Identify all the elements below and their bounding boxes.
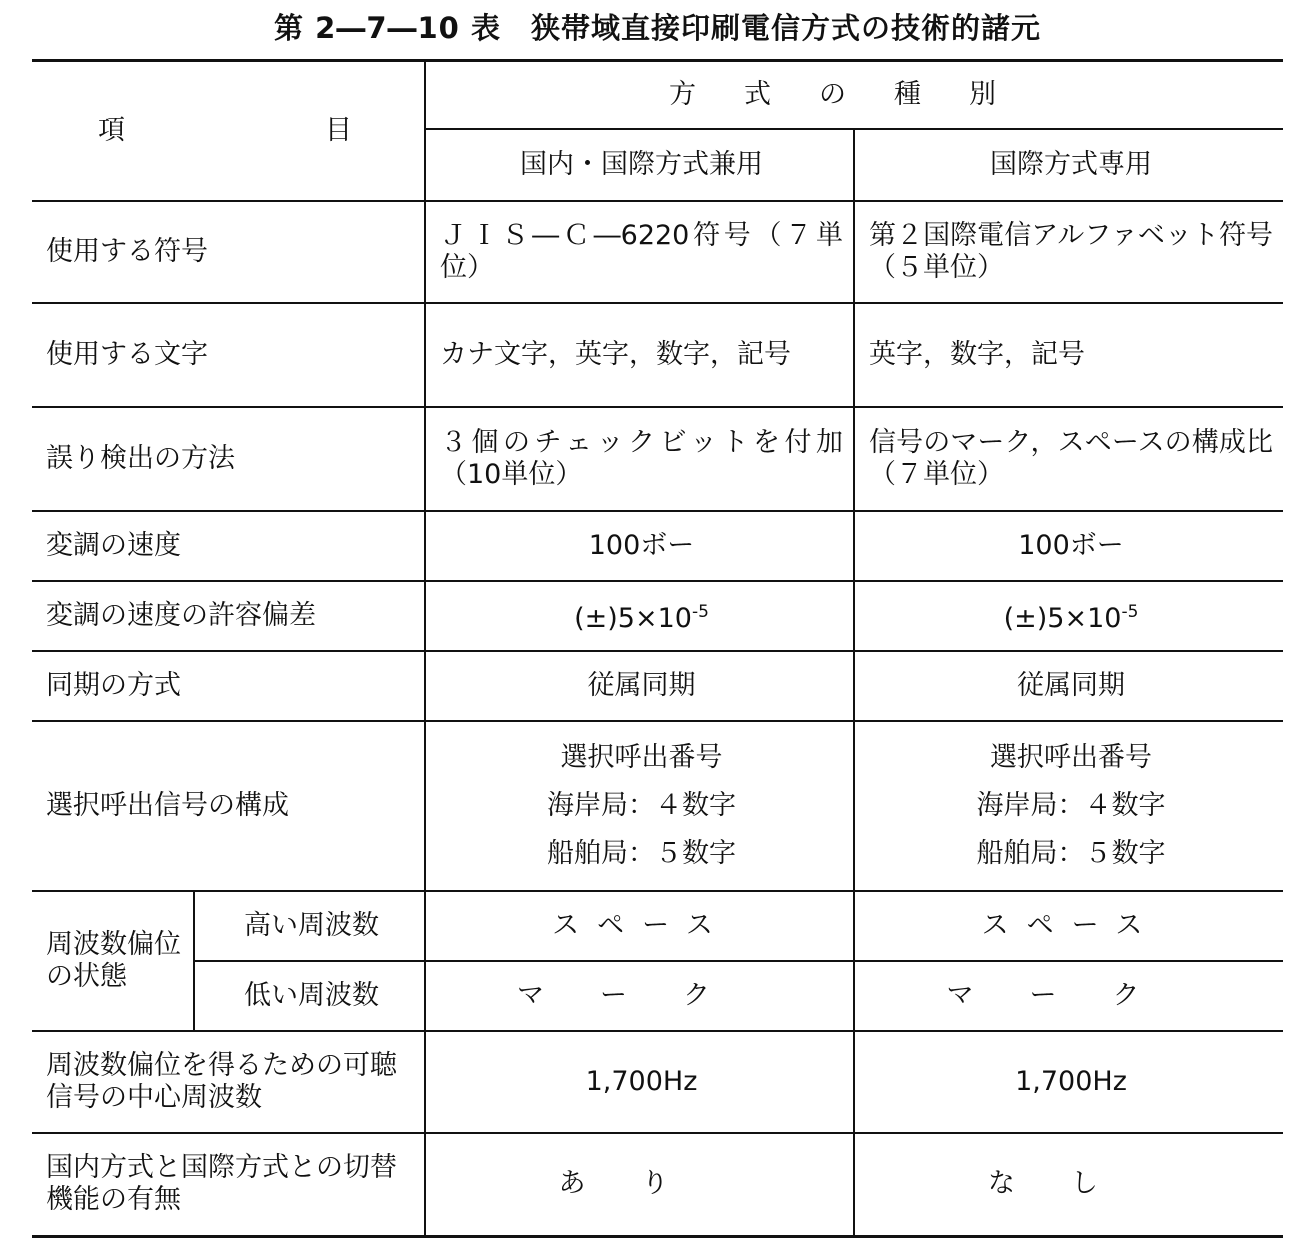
- row-error-col1: ３個のチェックビットを付加（10単位）: [425, 407, 854, 511]
- header-row-kind: [32, 61, 1283, 129]
- row-center: [32, 1031, 1283, 1133]
- header-kind: 方式の種別: [425, 61, 1283, 129]
- selcall-col2-line2: 海岸局：４数字: [976, 789, 1166, 821]
- selcall-col1-line2: 海岸局：４数字: [547, 789, 736, 821]
- row-selcall-col1: [425, 721, 854, 891]
- selcall-col2-line1: 選択呼出番号: [990, 741, 1152, 773]
- row-switch-col1: あり: [425, 1133, 854, 1237]
- row-switch-col2: なし: [854, 1133, 1283, 1237]
- row-tolerance: [32, 581, 1283, 651]
- header-col1: 国内・国際方式兼用: [425, 129, 854, 201]
- row-selcall-col2: [854, 721, 1283, 891]
- row-code-label: 使用する符号: [32, 201, 425, 303]
- row-shift-high-label: 高い周波数: [194, 891, 425, 961]
- row-code-col1: ＪＩＳ―Ｃ―6220符号（７単位）: [425, 201, 854, 303]
- row-code-col2: 第２国際電信アルファベット符号（５単位）: [854, 201, 1283, 303]
- spec-table: [32, 59, 1283, 1238]
- row-shift-low-label: 低い周波数: [194, 961, 425, 1031]
- row-shift-low-col1: マーク: [425, 961, 854, 1031]
- row-error-col2: 信号のマーク，スペースの構成比（７単位）: [854, 407, 1283, 511]
- row-sync: [32, 651, 1283, 721]
- row-shift-high-col1: スペース: [425, 891, 854, 961]
- row-speed-label: 変調の速度: [32, 511, 425, 581]
- header-item-right: 目: [325, 114, 352, 146]
- tolerance-col1-exp: -5: [691, 602, 709, 622]
- selcall-col2-line3: 船舶局：５数字: [976, 837, 1166, 869]
- row-center-col2: 1,700Hz: [854, 1031, 1283, 1133]
- header-item: [32, 61, 425, 201]
- row-shift-low: [32, 961, 1283, 1031]
- row-speed: [32, 511, 1283, 581]
- row-switch: [32, 1133, 1283, 1237]
- row-error-label: 誤り検出の方法: [32, 407, 425, 511]
- row-center-col1: 1,700Hz: [425, 1031, 854, 1133]
- row-shift-high: [32, 891, 1283, 961]
- row-sync-label: 同期の方式: [32, 651, 425, 721]
- row-chars-col1: カナ文字，英字，数字，記号: [425, 303, 854, 407]
- table-title: 第 2―7―10 表 狭帯域直接印刷電信方式の技術的諸元: [274, 11, 1041, 45]
- selcall-col1-line1: 選択呼出番号: [560, 741, 723, 773]
- tolerance-col1-base: (±)5×10: [574, 603, 692, 634]
- row-shift-high-col2: スペース: [854, 891, 1283, 961]
- row-tolerance-label: 変調の速度の許容偏差: [32, 581, 425, 651]
- row-shift-low-col2: マーク: [854, 961, 1283, 1031]
- row-chars-label: 使用する文字: [32, 303, 425, 407]
- row-code: [32, 201, 1283, 303]
- row-sync-col1: 従属同期: [425, 651, 854, 721]
- row-error: [32, 407, 1283, 511]
- tolerance-col2-exp: -5: [1121, 602, 1139, 622]
- row-chars-col2: 英字，数字，記号: [854, 303, 1283, 407]
- row-selcall-label: 選択呼出信号の構成: [32, 721, 425, 891]
- row-chars: [32, 303, 1283, 407]
- header-item-left: 項: [98, 114, 125, 146]
- header-col2: 国際方式専用: [854, 129, 1283, 201]
- row-tolerance-col2: [854, 581, 1283, 651]
- row-selcall: [32, 721, 1283, 891]
- row-tolerance-col1: [425, 581, 854, 651]
- selcall-col1-line3: 船舶局：５数字: [547, 837, 736, 869]
- row-switch-label: 国内方式と国際方式との切替機能の有無: [32, 1133, 425, 1237]
- row-shift-label: 周波数偏位の状態: [32, 891, 194, 1031]
- row-speed-col1: 100ボー: [425, 511, 854, 581]
- row-center-label: 周波数偏位を得るための可聴信号の中心周波数: [32, 1031, 425, 1133]
- row-speed-col2: 100ボー: [854, 511, 1283, 581]
- row-sync-col2: 従属同期: [854, 651, 1283, 721]
- tolerance-col2-base: (±)5×10: [1003, 603, 1122, 634]
